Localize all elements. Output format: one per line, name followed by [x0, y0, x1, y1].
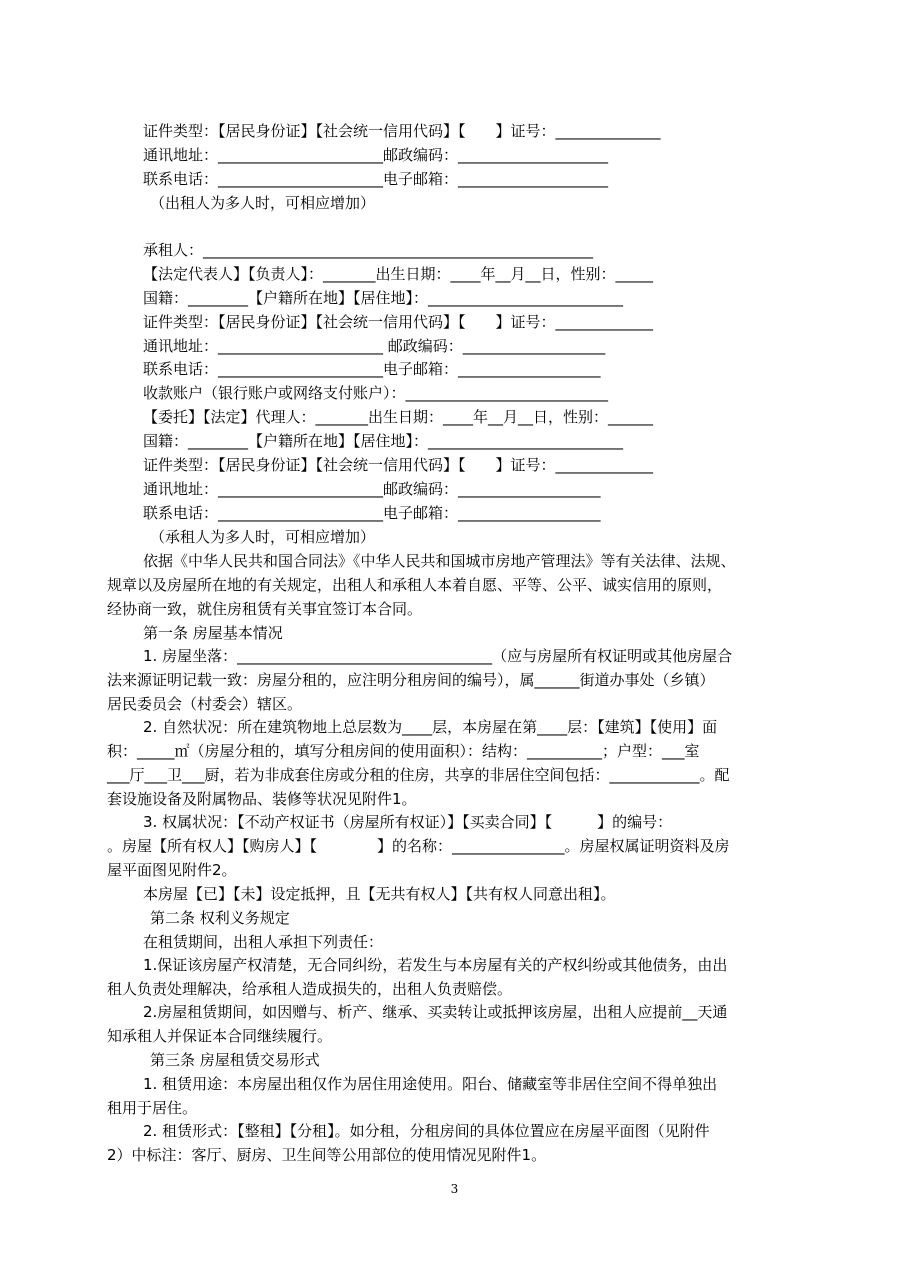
text-line: 通讯地址：______________________邮政编码：___________________ — [143, 480, 601, 498]
text-line: 1. 房屋坐落：__________________________________（应与房屋所有权证明或其他房屋合 — [143, 647, 733, 665]
section-heading: 第三条 房屋租赁交易形式 — [150, 1051, 320, 1069]
text-line: 本房屋【已】【未】设定抵押，且【无共有权人】【共有权人同意出租】。 — [143, 885, 616, 903]
section-heading: 第一条 房屋基本情况 — [143, 624, 283, 642]
text-line: 证件类型：【居民身份证】【社会统一信用代码】【 】证号：_____________ — [143, 456, 654, 474]
text-line: 。房屋【所有权人】【购房人】【 】的名称：_______________。房屋权属证明资料及房 — [107, 837, 730, 855]
text-line: 证件类型：【居民身份证】【社会统一信用代码】【 】证号：_____________ — [143, 313, 654, 331]
text-line: 【法定代表人】【负责人】：_______出生日期：____年__月__日，性别：_____ — [143, 265, 654, 283]
text-line: 国籍：________【户籍所在地】【居住地】：__________________________ — [143, 432, 624, 450]
section-heading: 第二条 权利义务规定 — [150, 909, 290, 927]
text-line: （出租人为多人时，可相应增加） — [150, 194, 376, 212]
text-line: 1. 租赁用途：本房屋出租仅作为居住用途使用。阳台、储藏室等非居住空间不得单独出 — [143, 1075, 718, 1093]
text-line: 【委托】【法定】代理人：_______出生日期：____年__月__日，性别：______ — [143, 408, 654, 426]
page-number: 3 — [450, 1182, 459, 1196]
text-line: 证件类型：【居民身份证】【社会统一信用代码】【 】证号：______________ — [143, 122, 661, 140]
text-line: 法来源证明记载一致：房屋分租的，应注明分租房间的编号），属______街道办事处（乡镇） — [107, 671, 715, 689]
text-line: 依据《中华人民共和国合同法》《中华人民共和国城市房地产管理法》等有关法律、法规、 — [143, 552, 736, 570]
text-line: 规章以及房屋所在地的有关规定，出租人和承租人本着自愿、平等、公平、诚实信用的原则， — [107, 576, 723, 594]
text-line: 联系电话：______________________电子邮箱：___________________ — [143, 360, 601, 378]
text-line: 2. 自然状况：所在建筑物地上总层数为____层，本房屋在第____层：【建筑】【使用】面 — [143, 718, 718, 736]
text-line: 租人负责处理解决，给承租人造成损失的，出租人负责赔偿。 — [107, 980, 513, 998]
text-line: 3. 权属状况：【不动产权证书（房屋所有权证）】【买卖合同】【 】的编号： — [143, 813, 673, 831]
text-line: 国籍：________【户籍所在地】【居住地】：__________________________ — [143, 289, 624, 307]
text-line: 屋平面图见附件2。 — [107, 861, 237, 879]
text-line: 2）中标注：客厅、厨房、卫生间等公用部位的使用情况见附件1。 — [107, 1146, 547, 1164]
text-line: 居民委员会（村委会）辖区。 — [107, 695, 303, 713]
text-line: 知承租人并保证本合同继续履行。 — [107, 1027, 333, 1045]
text-line: 2.房屋租赁期间，如因赠与、析产、继承、买卖转让或抵押该房屋，出租人应提前__天通 — [143, 1003, 728, 1021]
text-line: 套设施设备及附属物品、装修等状况见附件1。 — [107, 790, 417, 808]
text-line: 在租赁期间，出租人承担下列责任： — [143, 933, 384, 951]
text-line: 通讯地址：______________________ 邮政编码：___________________ — [143, 337, 606, 355]
text-line: （承租人为多人时，可相应增加） — [150, 528, 376, 546]
text-line: 租用于居住。 — [107, 1099, 198, 1117]
text-line: 1.保证该房屋产权清楚，无合同纠纷，若发生与本房屋有关的产权纠纷或其他债务，由出 — [143, 956, 728, 974]
text-line: 收款账户（银行账户或网络支付账户）：___________________________ — [143, 384, 609, 402]
text-line: 积：_____㎡（房屋分租的，填写分租房间的使用面积）：结构：__________；户型：___室 — [107, 742, 700, 760]
text-line: 联系电话：______________________电子邮箱：____________________ — [143, 170, 609, 188]
text-line: 经协商一致，就住房租赁有关事宜签订本合同。 — [107, 600, 423, 618]
text-line: 通讯地址：______________________邮政编码：____________________ — [143, 146, 609, 164]
text-line: 联系电话：______________________电子邮箱：___________________ — [143, 504, 601, 522]
text-line: ___厅___卫___厨，若为非成套住房或分租的住房，共享的非居住空间包括：____________。配 — [107, 766, 730, 784]
text-line: 2. 租赁形式：【整租】【分租】。如分租，分租房间的具体位置应在房屋平面图（见附件 — [143, 1122, 710, 1140]
text-line: 承租人：____________________________________________________ — [143, 241, 594, 259]
